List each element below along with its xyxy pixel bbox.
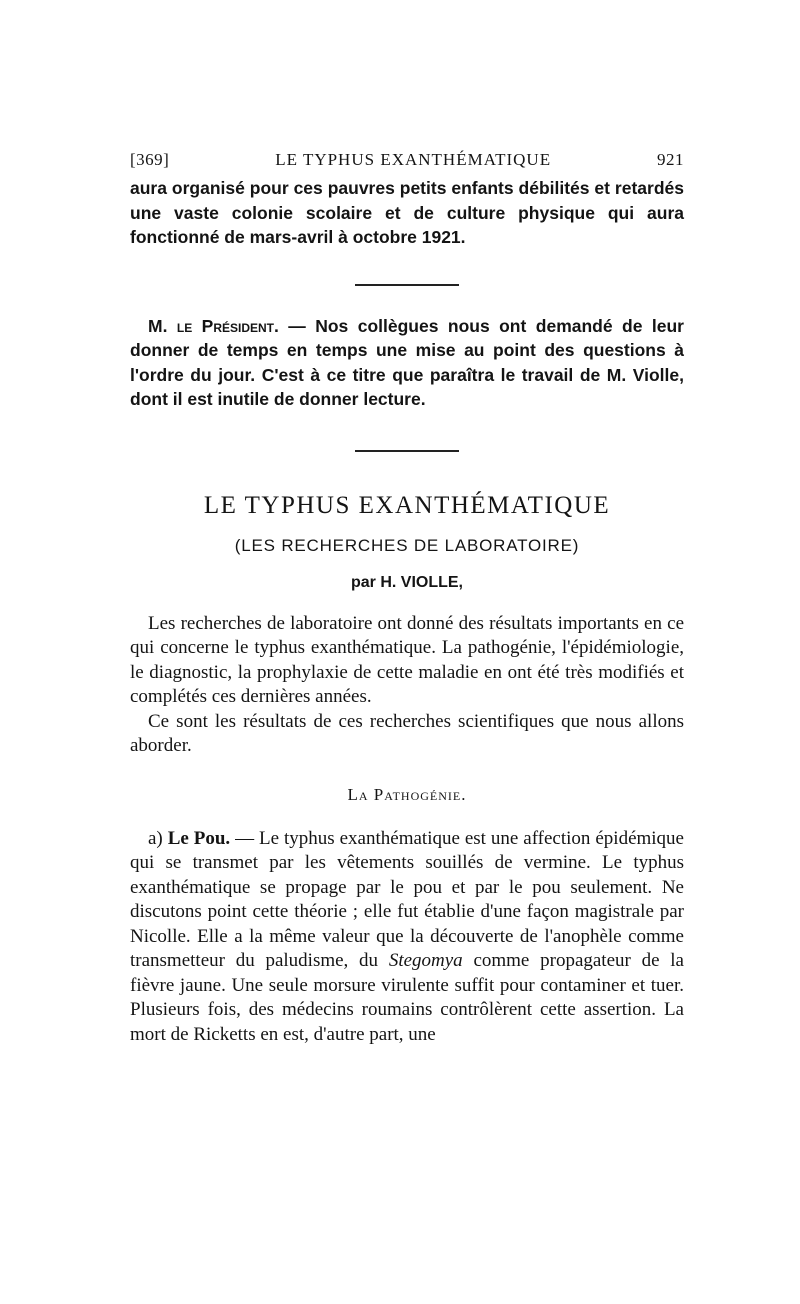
article-title: LE TYPHUS EXANTHÉMATIQUE: [203, 491, 611, 519]
section-heading: [130, 785, 684, 805]
body-text-2: comme propagateur de la fièvre jaune. Une seule morsure virulente suffit pour contaminer et tuer. Plusieurs fois, des médecins roumains contrôlèrent cette assertion. La mort de Ricketts en est, d'autre part, une: [130, 950, 684, 1045]
president-text: — Nos collègues nous ont demandé de leur donner de temps en temps une mise au point des questions à l'ordre du jour. C'est à ce titre que paraîtra le travail de M. Violle, dont il est inutile de donner lecture.: [130, 315, 684, 409]
running-head: [130, 150, 684, 176]
item-term: Le Pou.: [167, 827, 231, 849]
speaker-name: M. le Président.: [148, 315, 279, 336]
page-number: 921: [656, 150, 684, 169]
running-title: LE TYPHUS EXANTHÉMATIQUE: [275, 150, 552, 169]
section-heading-text: La Pathogénie.: [347, 784, 467, 804]
paragraph-continuation: aura organisé pour ces pauvres petits enfants débilités et retardés une vaste colonie scolaire et de culture physique qui aura fonctionné de mars-avril à octobre 1921.: [130, 178, 684, 247]
intro-paragraph-2: Ce sont les résultats de ces recherches scientifiques que nous allons aborder.: [130, 710, 684, 756]
intro-paragraph: Les recherches de laboratoire ont donné des résultats importants en ce qui concerne le typhus exanthématique. La pathogénie, l'épidémiologie, le diagnostic, la prophylaxie de cette maladie en ont été très modifiés et complétés ces dernières années.: [130, 612, 684, 707]
document-page: [130, 150, 684, 1047]
article-byline: par H. VIOLLE,: [350, 573, 463, 591]
article-subtitle: (LES RECHERCHES DE LABORATOIRE): [234, 535, 580, 555]
body-text-1: — Le typhus exanthématique est une affection épidémique qui se transmet par les vêtements souillés de vermine. Le typhus exanthématique se propage par le pou et par le pou seulement. Ne discutons point cette théorie ; elle fut établie d'une façon magistrale par Nicolle. Elle a la même valeur que la découverte de l'anophèle comme transmetteur du paludisme, du: [130, 827, 684, 971]
italic-genus: Stegomya: [388, 950, 463, 971]
item-label: a): [148, 827, 168, 849]
page-reference: [369]: [130, 150, 170, 169]
president-paragraph: [130, 314, 684, 412]
body-paragraph: [130, 827, 684, 1048]
